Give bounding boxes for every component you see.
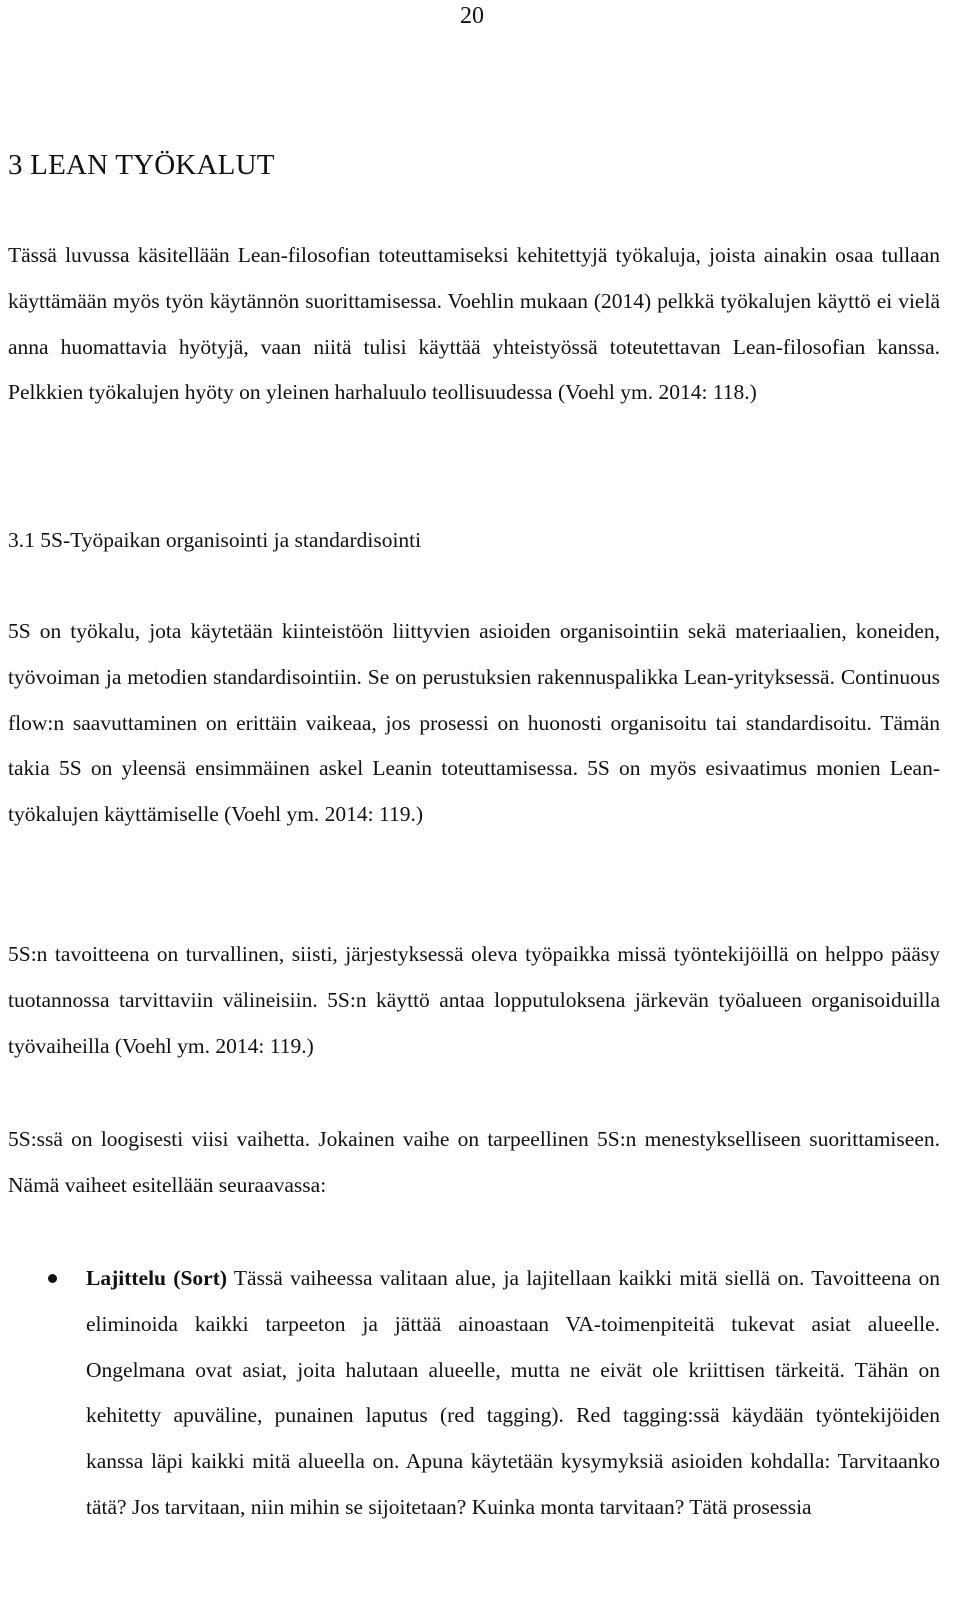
bullet-term: Lajittelu (Sort) (86, 1266, 228, 1290)
bullet-text: Tässä vaiheessa valitaan alue, ja lajitellaan kaikki mitä siellä on. Tavoitteena on eliminoida kaikki tarpeeton ja jättää ainoastaan VA-toimenpiteitä tukevat asiat alueelle. Ongelmana ovat asiat, joita halutaan alueelle, mutta ne eivät ole kriittisen tärkeitä. Tähän on kehitetty apuväline, punainen laputus (red tagging). Red tagging:ssä käydään työntekijöiden kanssa läpi kaikki mitä alueella on. Apuna käytetään kysymyksiä asioiden kohdalla: Tarvitaanko tätä? Jos tarvitaan, niin mihin se sijoitetaan? Kuinka monta tarvitaan? Tätä prosessia (86, 1266, 940, 1519)
paragraph-5s-phases: 5S:ssä on loogisesti viisi vaihetta. Jokainen vaihe on tarpeellinen 5S:n menestykselliseen suorittamiseen. Nämä vaiheet esitellään seuraavassa: (8, 1127, 940, 1197)
phase-list (0, 1256, 940, 1531)
paragraph-5s-definition: 5S on työkalu, jota käytetään kiinteistöön liittyvien asioiden organisointiin sekä materiaalien, koneiden, työvoiman ja metodien standardisointiin. Se on perustuksien rakennuspalikka Lean-yrityksessä. Continuous flow:n saavuttaminen on erittäin vaikeaa, jos prosessi on huonosti organisoitu tai standardisoitu. Tämän takia 5S on yleensä ensimmäinen askel Leanin toteuttamisessa. 5S on myös esivaatimus monien Lean-työkalujen käyttämiselle (Voehl ym. 2014: 119.) (8, 619, 940, 827)
page-number: 20 (460, 3, 484, 29)
paragraph-5s-goal: 5S:n tavoitteena on turvallinen, siisti, järjestyksessä oleva työpaikka missä työntekijöillä on helppo pääsy tuotannossa tarvittaviin välineisiin. 5S:n käyttö antaa lopputuloksena järkevän työalueen organisoiduilla työvaiheilla (Voehl ym. 2014: 119.) (8, 942, 940, 1058)
intro-paragraph: Tässä luvussa käsitellään Lean-filosofian toteuttamiseksi kehitettyjä työkaluja, joista ainakin osaa tullaan käyttämään myös työn käytännön suorittamisessa. Voehlin mukaan (2014) pelkkä työkalujen käyttö ei vielä anna huomattavia hyötyjä, vaan niitä tulisi käyttää yhteistyössä toteutettavan Lean-filosofian kanssa. Pelkkien työkalujen hyöty on yleinen harhaluulo teollisuudessa (Voehl ym. 2014: 118.) (8, 243, 940, 405)
list-item (0, 1256, 940, 1531)
section-heading: 3.1 5S-Työpaikan organisointi ja standardisointi (8, 528, 422, 552)
bullet-icon (48, 1274, 57, 1283)
chapter-heading: 3 LEAN TYÖKALUT (8, 149, 275, 181)
